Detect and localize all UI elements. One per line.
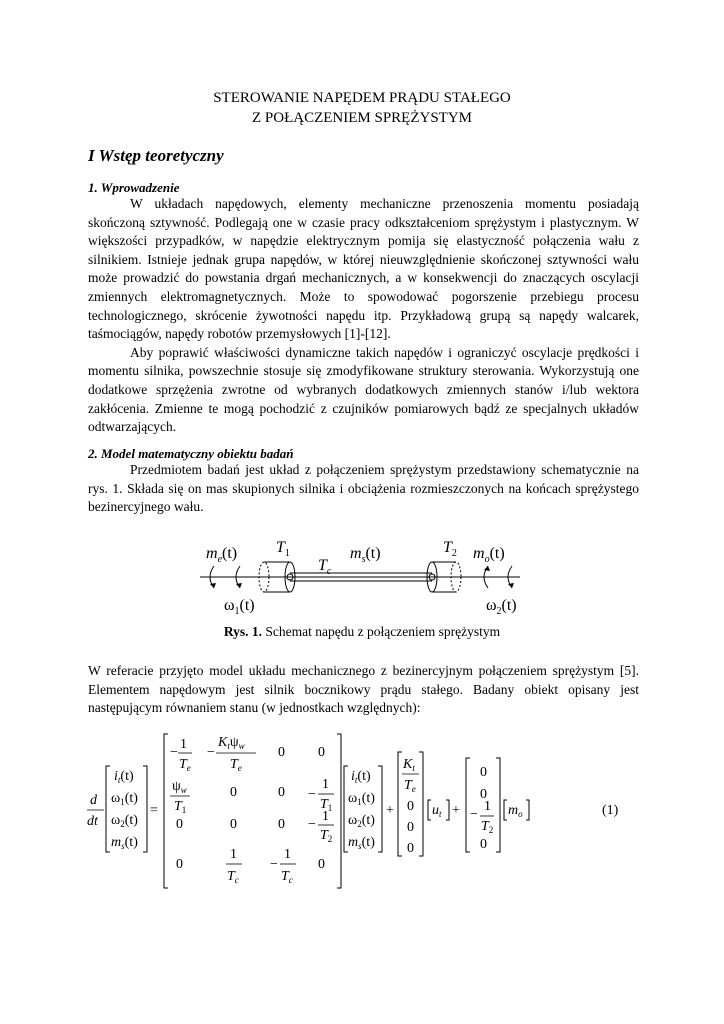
svg-text:Ktψw: $K_t\psi_w$ xyxy=(218,735,245,751)
svg-text:1: 1 xyxy=(484,799,491,814)
svg-text:ω2(t): $\omega_2(t)$ xyxy=(348,813,375,829)
svg-text:0: 0 xyxy=(318,857,325,872)
svg-text:T1: $T_1$ xyxy=(174,799,187,815)
vector-E xyxy=(466,758,500,852)
svg-text:mo: $m_o$ xyxy=(508,803,523,819)
input-ut xyxy=(428,800,449,820)
svg-text:Tc: $T_c$ xyxy=(281,869,293,885)
svg-text:−: − xyxy=(470,807,478,822)
drive-schematic xyxy=(0,530,724,622)
subsection-heading-2: 2. Model matematyczny obiektu badań xyxy=(88,446,294,461)
label-mo: $m_o(t)$ xyxy=(473,545,505,565)
svg-text:Kt: $K_t$ xyxy=(403,757,415,773)
svg-text:0: 0 xyxy=(278,785,285,800)
label-ms: $m_s(t)$ xyxy=(350,545,381,565)
svg-text:1: 1 xyxy=(230,847,237,862)
title-line-1: STEROWANIE NAPĘDEM PRĄDU STAŁEGO xyxy=(213,90,511,106)
svg-text:0: 0 xyxy=(407,799,414,814)
svg-text:0: 0 xyxy=(278,817,285,832)
svg-text:0: 0 xyxy=(407,841,414,856)
svg-text:it(t): $i_t(t)$ xyxy=(114,769,134,785)
svg-text:0: 0 xyxy=(480,837,487,852)
label-T1: $T_1$ xyxy=(276,539,290,559)
caption-text: Schemat napędu z połączeniem sprężystym xyxy=(262,624,501,639)
svg-text:−: − xyxy=(308,787,316,802)
svg-text:1: 1 xyxy=(284,847,291,862)
label-omega2: $\omega_2(t)$ xyxy=(486,597,517,617)
plus-sign-2: + xyxy=(452,803,460,818)
svg-text:ω1(t): $\omega_1(t)$ xyxy=(348,791,375,807)
state-vector-right xyxy=(344,766,382,852)
svg-text:ms(t): $m_s(t)$ xyxy=(348,835,375,851)
label-omega1: $\omega_1(t)$ xyxy=(224,597,255,617)
model-paragraph-1: Przedmiotem badań jest układ z połączeniem sprężystym przedstawiony schematycznie na rys. 1. Składa się on mas skupionych silnika i obciążenia rozmieszczonych na końcach sprężystego bezinercyjnego wału. xyxy=(88,462,639,515)
svg-text:0: 0 xyxy=(318,745,325,760)
label-Tc: $T_c$ xyxy=(318,557,332,577)
equals-sign: = xyxy=(150,803,158,818)
label-me: $m_e(t)$ xyxy=(206,545,238,565)
subsection-heading-1: 1. Wprowadzenie xyxy=(88,180,180,195)
equation-number: (1) xyxy=(602,803,619,818)
svg-text:Te: $T_e$ xyxy=(230,757,242,773)
svg-text:dt: dt xyxy=(87,814,98,829)
svg-text:it(t): $i_t(t)$ xyxy=(351,769,371,785)
plus-sign-1: + xyxy=(386,803,394,818)
svg-text:T2: $T_2$ xyxy=(481,819,494,835)
svg-text:0: 0 xyxy=(278,745,285,760)
svg-text:−: − xyxy=(270,857,278,872)
state-equation xyxy=(0,728,724,898)
section-heading: I Wstęp teoretyczny xyxy=(88,146,224,165)
model-description xyxy=(88,662,639,718)
svg-text:0: 0 xyxy=(407,820,414,835)
model-paragraph-2: W referacie przyjęto model układu mechanicznego z bezinercyjnym połączeniem sprężystym [5]. Elementem napędowym jest silnik bocznikowy prądu stałego. Badany obiekt opisany jest następującym równaniem stanu (w jednostkach względnych): xyxy=(88,663,639,716)
model-text xyxy=(88,461,639,517)
svg-text:ms(t): $m_s(t)$ xyxy=(111,835,138,851)
svg-text:Tc: $T_c$ xyxy=(227,869,239,885)
title-line-2: Z POŁĄCZENIEM SPRĘŻYSTYM xyxy=(251,110,472,126)
svg-text:T1: $T_1$ xyxy=(320,797,333,813)
svg-text:ut: $u_t$ xyxy=(432,803,442,819)
svg-text:−: − xyxy=(170,745,178,760)
figure-caption xyxy=(0,624,724,640)
svg-text:1: 1 xyxy=(180,737,187,752)
matrix-A xyxy=(164,734,341,888)
svg-text:0: 0 xyxy=(480,765,487,780)
svg-text:0: 0 xyxy=(230,785,237,800)
svg-text:0: 0 xyxy=(176,817,183,832)
svg-text:0: 0 xyxy=(176,857,183,872)
caption-label: Rys. 1. xyxy=(223,624,263,639)
svg-text:ψw: $\psi_w$ xyxy=(172,779,187,795)
intro-paragraph-2: Aby poprawić właściwości dynamiczne takich napędów i ograniczyć oscylacje prędkości i momentu silnika, powszechnie stosuje się zmodyfikowane struktury sterowania. Wykorzystują one dodatkowe sprzężenia zwrotne od wybranych dodatkowych zmiennych stanów i/lub wektora zakłócenia. Zmienne te mogą pochodzić z czujników pomiarowych bądź ze specjalnych układów odtwarzających. xyxy=(88,344,639,435)
svg-text:−: − xyxy=(308,817,316,832)
svg-text:Te: $T_e$ xyxy=(179,757,191,773)
svg-text:Te: $T_e$ xyxy=(404,778,416,794)
svg-text:1: 1 xyxy=(322,777,329,792)
intro-paragraph-1: W układach napędowych, elementy mechaniczne przenoszenia momentu posiadają skończoną sztywność. Podlegają one w czasie pracy odkształceniom sprężystym i plastycznym. W większości przypadków, w napędzie elektrycznym pomija się elastyczność połączenia wału z silnikiem. Istnieje jednak grupa napędów, w której nieuwzględnienie skończonej sztywności wału może prowadzić do powstania drgań mechanicznych, a w konsekwencji do znaczących oscylacji zmiennych elektromagnetycznych. Może to spowodować pogorszenie przebiegu procesu technologicznego, skrócenie żywotności napędu itp. Przykładową grupą są napędy walcarek, taśmociągów, napędy robotów przemysłowych [1]-[12]. xyxy=(88,196,639,342)
svg-text:0: 0 xyxy=(230,817,237,832)
derivative xyxy=(87,793,104,829)
paper-title xyxy=(0,88,724,128)
state-vector-left xyxy=(106,766,147,852)
input-mo xyxy=(504,800,529,820)
vector-B xyxy=(398,752,423,856)
svg-text:−: − xyxy=(207,745,215,760)
svg-text:T2: $T_2$ xyxy=(320,828,333,844)
svg-text:ω1(t): $\omega_1(t)$ xyxy=(111,791,138,807)
svg-text:0: 0 xyxy=(480,787,487,802)
svg-text:1: 1 xyxy=(322,809,329,824)
intro-text xyxy=(88,195,639,437)
svg-text:ω2(t): $\omega_2(t)$ xyxy=(111,813,138,829)
svg-text:d: d xyxy=(90,793,97,808)
label-T2: $T_2$ xyxy=(443,539,457,559)
